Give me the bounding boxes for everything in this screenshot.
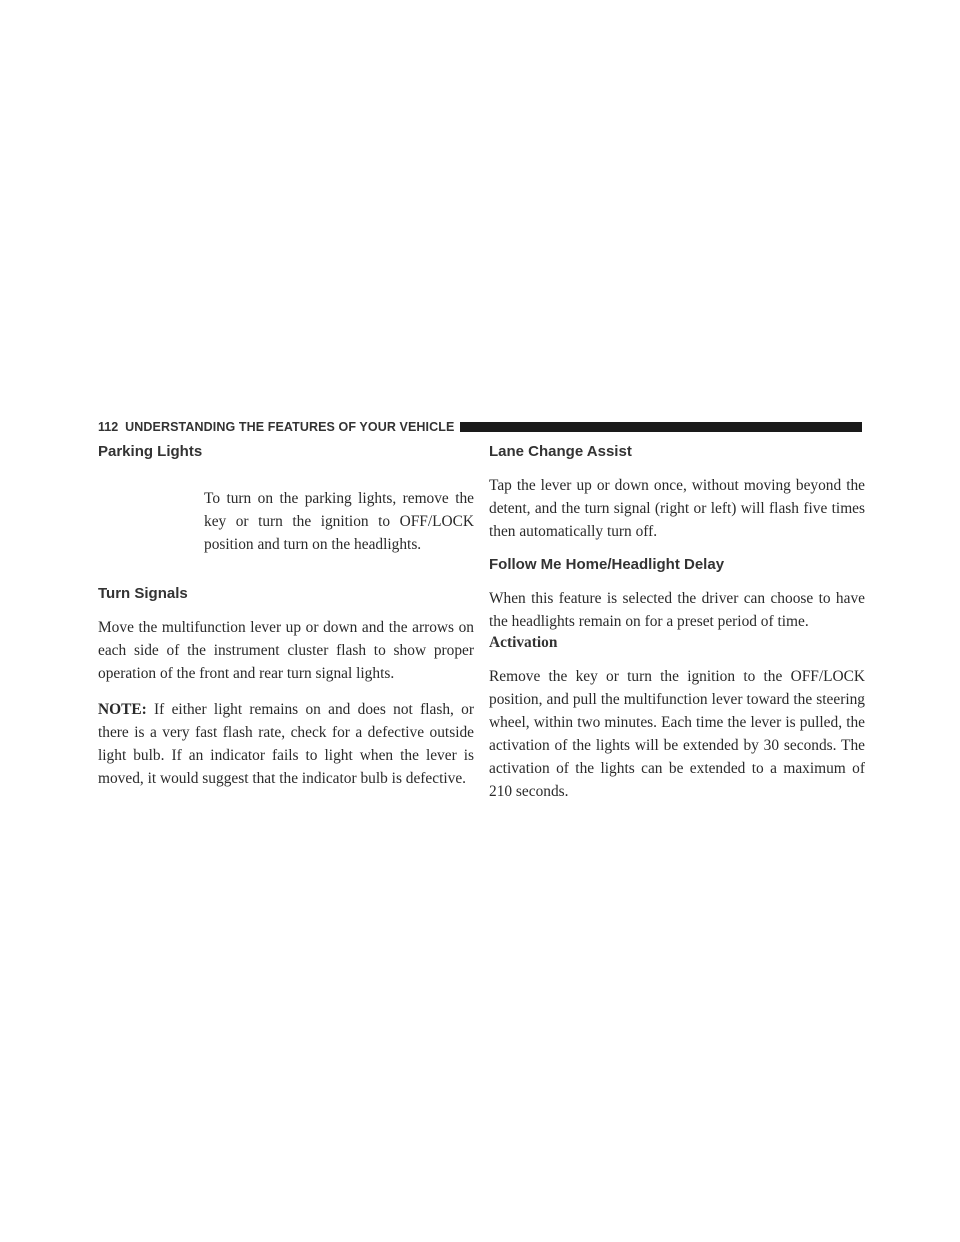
page-number: 112 <box>98 420 119 434</box>
turn-signals-body: Move the multifunction lever up or down and the arrows on each side of the instrument cluster flash to show proper operation of the front and rear turn signal lights. <box>98 619 474 682</box>
right-column <box>489 442 865 803</box>
header-rule <box>460 422 862 432</box>
note-body: If either light remains on and does not flash, or there is a very fast flash rate, check for a defective outside light bulb. If an indicator fails to light when the lever is moved, it would suggest that the indicator bulb is defective. <box>98 701 474 787</box>
section-title: UNDERSTANDING THE FEATURES OF YOUR VEHICLE <box>125 420 455 434</box>
parking-lights-body: To turn on the parking lights, remove the key or turn the ignition to OFF/LOCK position and turn on the headlights. <box>204 490 474 553</box>
page-header <box>98 418 862 436</box>
note-label: NOTE: <box>98 701 147 718</box>
lane-change-assist-heading: Lane Change Assist <box>489 443 632 460</box>
lane-change-assist-body: Tap the lever up or down once, without moving beyond the detent, and the turn signal (right or left) will flash five times then automatically turn off. <box>489 477 865 540</box>
activation-body: Remove the key or turn the ignition to the OFF/LOCK position, and pull the multifunction lever toward the steering wheel, within two minutes. Each time the lever is pulled, the activation of the lights will be extended by 30 seconds. The activation of the lights can be extended to a maximum of 210 seconds. <box>489 668 865 800</box>
left-column <box>98 442 474 790</box>
follow-me-home-body: When this feature is selected the driver can choose to have the headlights remain on for a preset period of time. <box>489 590 865 630</box>
activation-subheading: Activation <box>489 634 558 651</box>
parking-lights-heading: Parking Lights <box>98 443 203 460</box>
turn-signals-heading: Turn Signals <box>98 585 188 602</box>
follow-me-home-heading: Follow Me Home/Headlight Delay <box>489 556 725 573</box>
turn-signals-note <box>98 698 474 790</box>
